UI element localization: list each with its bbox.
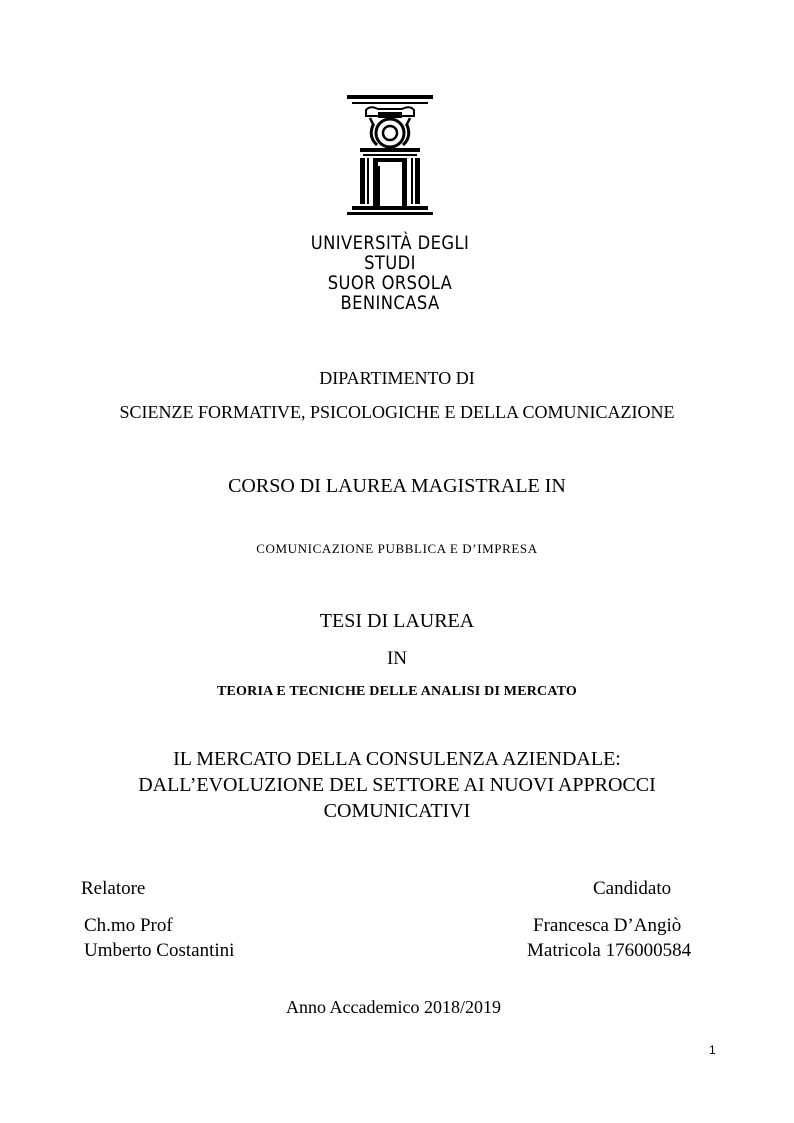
thesis-in: IN xyxy=(386,648,408,669)
thesis-title-line-1: IL MERCATO DELLA CONSULENZA AZIENDALE: xyxy=(173,748,621,770)
university-name-line-2: SUOR ORSOLA xyxy=(327,272,453,294)
department-name: SCIENZE FORMATIVE, PSICOLOGICHE E DELLA COMUNICAZIONE xyxy=(119,402,675,422)
relatore-title: Ch.mo Prof xyxy=(84,915,173,936)
thesis-label: TESI DI LAUREA xyxy=(319,610,475,632)
university-name-line-1: UNIVERSITÀ DEGLI STUDI xyxy=(310,232,470,274)
thesis-subject: TEORIA E TECNICHE DELLE ANALISI DI MERCATO xyxy=(216,684,578,699)
candidato-matricola: Matricola 176000584 xyxy=(527,940,692,961)
department-label: DIPARTIMENTO DI xyxy=(319,368,475,388)
course-name: COMUNICAZIONE PUBBLICA E D’IMPRESA xyxy=(256,541,538,556)
building-emblem-icon xyxy=(270,90,510,230)
thesis-title-line-2: DALL’EVOLUZIONE DEL SETTORE AI NUOVI APPROCCI xyxy=(138,774,656,796)
candidato-label: Candidato xyxy=(593,878,672,899)
academic-year: Anno Accademico 2018/2019 xyxy=(286,997,501,1017)
relatore-name: Umberto Costantini xyxy=(84,940,235,961)
thesis-title xyxy=(0,746,794,824)
candidato-name: Francesca D’Angiò xyxy=(533,915,682,936)
thesis-title-line-3: COMUNICATIVI xyxy=(323,800,471,822)
relatore-label: Relatore xyxy=(81,878,146,899)
university-name xyxy=(287,233,493,313)
course-label: CORSO DI LAUREA MAGISTRALE IN xyxy=(228,475,566,497)
university-name-line-3: BENINCASA xyxy=(340,292,440,314)
university-logo xyxy=(270,90,510,314)
page-number: 1 xyxy=(709,1043,716,1057)
